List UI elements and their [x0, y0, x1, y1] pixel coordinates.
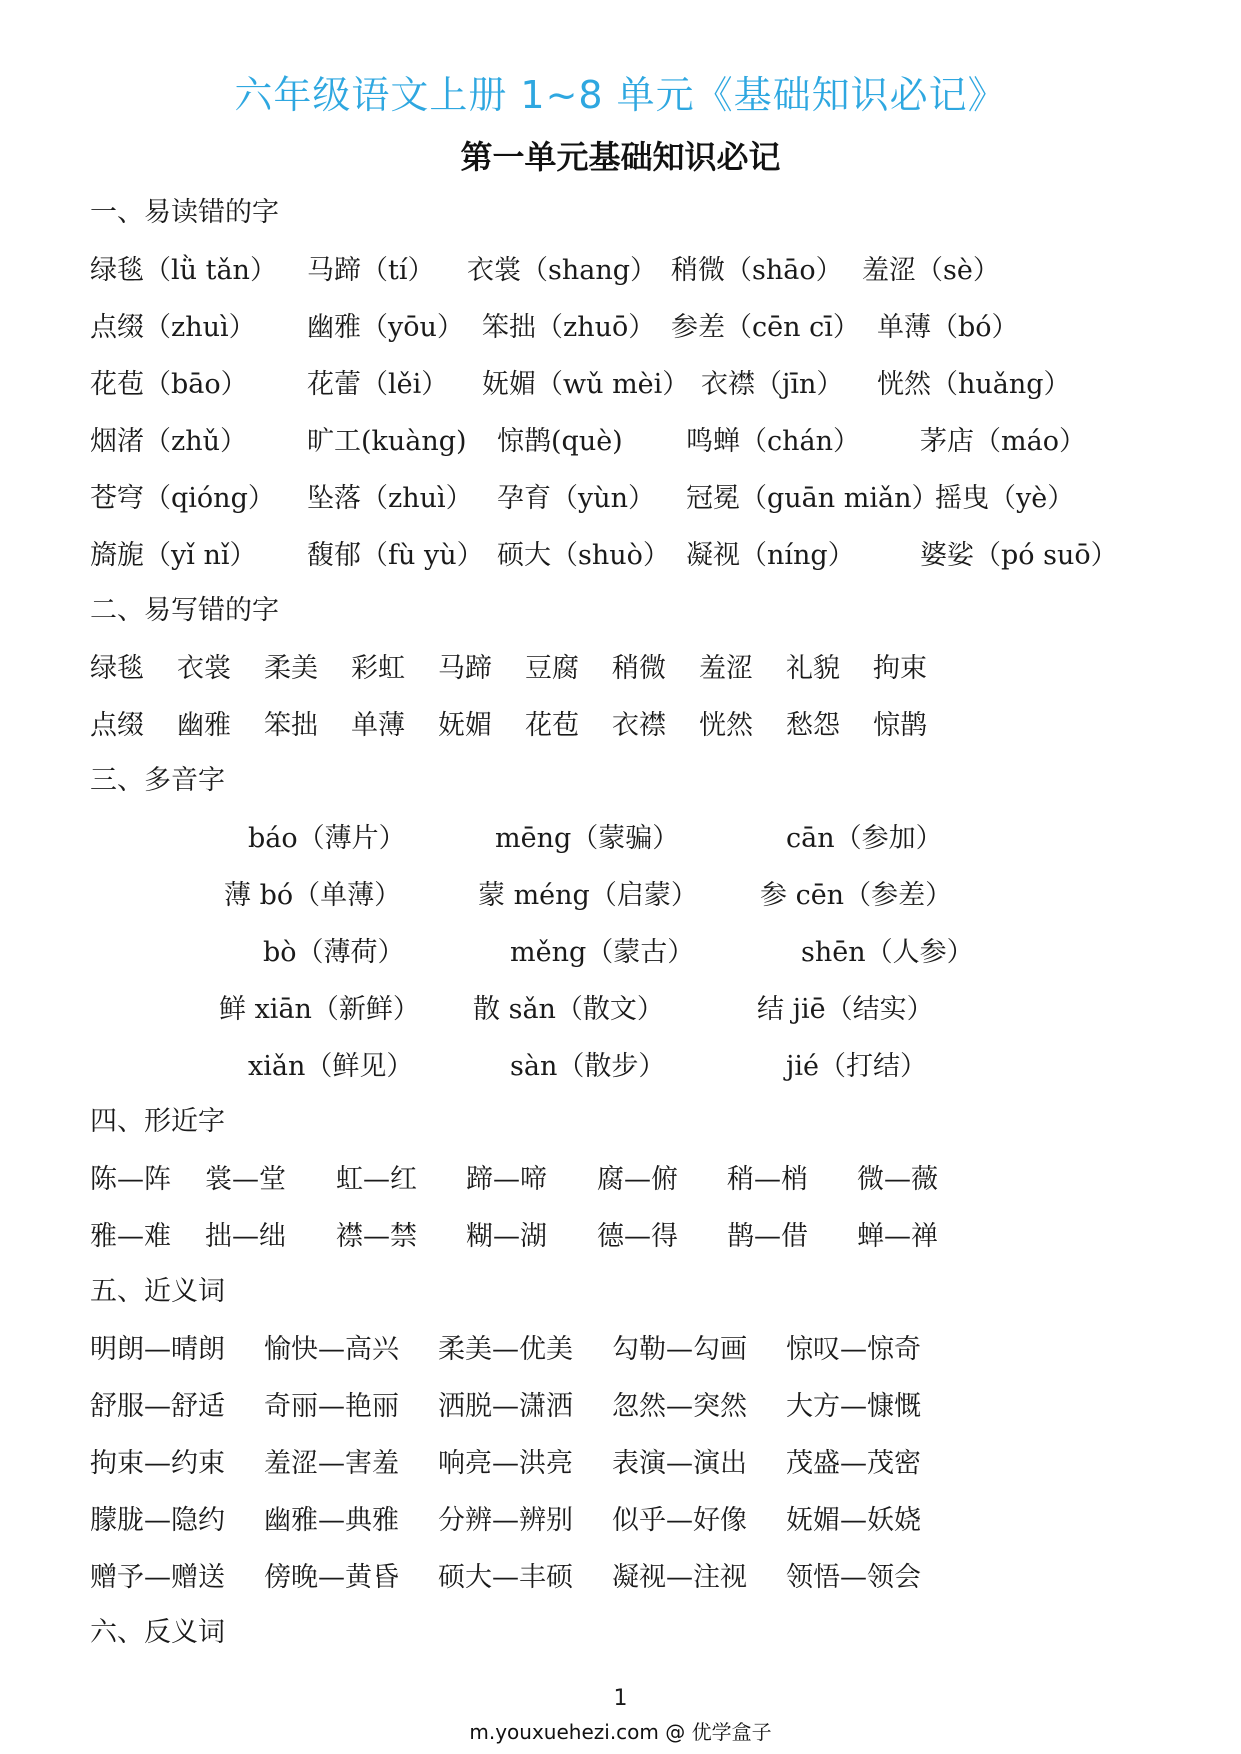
list-item: 稍微 [612, 653, 666, 684]
list-item: cān（参加） [786, 823, 943, 854]
list-item: 恍然 [699, 710, 753, 741]
list-item: 虹—红 [336, 1164, 417, 1195]
list-item: 单薄 [351, 710, 405, 741]
list-item: 花蕾（lěi） [307, 369, 449, 400]
list-item: 孕育（yùn） [497, 483, 656, 514]
list-item: 参 cēn（参差） [760, 880, 953, 911]
document-title: 六年级语文上册 1~8 单元《基础知识必记》 [234, 73, 1007, 117]
list-item: sàn（散步） [510, 1051, 666, 1082]
list-item: 陈—阵 [90, 1164, 171, 1195]
list-item: 蝉—禅 [857, 1221, 938, 1252]
list-item: 笨拙 [264, 710, 318, 741]
list-item: 舒服—舒适 [90, 1391, 225, 1422]
list-item: 腐—俯 [597, 1164, 678, 1195]
list-item: 响亮—洪亮 [438, 1448, 573, 1479]
list-item: 笨拙（zhuō） [482, 312, 656, 343]
list-item: xiǎn（鲜见） [248, 1051, 414, 1082]
list-item: měng（蒙古） [510, 937, 695, 968]
list-item: 拘束 [873, 653, 927, 684]
section-heading-antonyms: 六、反义词 [90, 1617, 225, 1648]
list-item: 坠落（zhuì） [307, 483, 473, 514]
list-item: 衣裳 [177, 653, 231, 684]
list-item: 惊鹊(què) [497, 426, 623, 457]
list-item: 愉快—高兴 [264, 1334, 399, 1365]
list-item: 大方—慷慨 [786, 1391, 921, 1422]
list-item: 忽然—突然 [612, 1391, 747, 1422]
list-item: 点缀（zhuì） [90, 312, 256, 343]
list-item: 惊鹊 [873, 710, 927, 741]
list-item: 明朗—晴朗 [90, 1334, 225, 1365]
list-item: mēng（蒙骗） [495, 823, 680, 854]
section-heading-synonyms: 五、近义词 [90, 1276, 225, 1307]
list-item: 单薄（bó） [877, 312, 1019, 343]
list-item: 花苞 [525, 710, 579, 741]
list-item: 薄 bó（单薄） [224, 880, 402, 911]
list-item: 朦胧—隐约 [90, 1505, 225, 1536]
list-item: 似乎—好像 [612, 1505, 747, 1536]
list-item: 摇曳（yè） [935, 483, 1075, 514]
list-item: 幽雅（yōu） [307, 312, 464, 343]
list-item: 绿毯 [90, 653, 144, 684]
list-item: 柔美 [264, 653, 318, 684]
list-item: 裳—堂 [205, 1164, 286, 1195]
list-item: 幽雅—典雅 [264, 1505, 399, 1536]
list-item: bò（薄荷） [263, 937, 405, 968]
list-item: 愁怨 [786, 710, 840, 741]
list-item: 礼貌 [786, 653, 840, 684]
list-item: 勾勒—勾画 [612, 1334, 747, 1365]
list-item: 洒脱—潇洒 [438, 1391, 573, 1422]
list-item: 鲜 xiān（新鲜） [219, 994, 420, 1025]
list-item: 德—得 [597, 1221, 678, 1252]
list-item: 旖旎（yǐ nǐ） [90, 540, 257, 571]
list-item: 马蹄 [438, 653, 492, 684]
list-item: 婆娑（pó suō） [920, 540, 1118, 571]
list-item: 分辨—辨别 [438, 1505, 573, 1536]
list-item: 绿毯（lǜ tǎn） [90, 255, 277, 286]
list-item: 硕大—丰硕 [438, 1562, 573, 1593]
section-heading-miswritten: 二、易写错的字 [90, 595, 279, 626]
section-heading-polyphonic: 三、多音字 [90, 765, 225, 796]
list-item: shēn（人参） [801, 937, 974, 968]
list-item: 柔美—优美 [438, 1334, 573, 1365]
list-item: 拙—绌 [205, 1221, 286, 1252]
section-heading-misread: 一、易读错的字 [90, 197, 279, 228]
list-item: báo（薄片） [248, 823, 406, 854]
list-item: 羞涩—害羞 [264, 1448, 399, 1479]
list-item: 结 jiē（结实） [757, 994, 934, 1025]
list-item: 拘束—约束 [90, 1448, 225, 1479]
list-item: 妩媚—妖娆 [786, 1505, 921, 1536]
list-item: 马蹄（tí） [307, 255, 435, 286]
list-item: 凝视（níng） [686, 540, 855, 571]
unit-subtitle: 第一单元基础知识必记 [460, 138, 781, 176]
footer-watermark: m.youxuehezi.com @ 优学盒子 [469, 1720, 772, 1744]
list-item: 微—薇 [857, 1164, 938, 1195]
list-item: 惊叹—惊奇 [786, 1334, 921, 1365]
list-item: 衣襟 [612, 710, 666, 741]
list-item: 馥郁（fù yù） [307, 540, 484, 571]
list-item: 凝视—注视 [612, 1562, 747, 1593]
list-item: 苍穹（qióng） [90, 483, 275, 514]
list-item: 参差（cēn cī） [671, 312, 860, 343]
list-item: 鹊—借 [727, 1221, 808, 1252]
list-item: 糊—湖 [466, 1221, 547, 1252]
list-item: 羞涩（sè） [862, 255, 1000, 286]
list-item: 妩媚 [438, 710, 492, 741]
list-item: 烟渚（zhǔ） [90, 426, 248, 457]
list-item: 花苞（bāo） [90, 369, 248, 400]
list-item: 幽雅 [177, 710, 231, 741]
list-item: 蒙 méng（启蒙） [478, 880, 698, 911]
list-item: 彩虹 [351, 653, 405, 684]
list-item: 雅—难 [90, 1221, 171, 1252]
list-item: 妩媚（wǔ mèi） [482, 369, 690, 400]
list-item: 散 sǎn（散文） [473, 994, 664, 1025]
section-heading-similar-shape: 四、形近字 [90, 1106, 225, 1137]
list-item: 衣襟（jīn） [701, 369, 844, 400]
list-item: 茅店（máo） [920, 426, 1086, 457]
list-item: 奇丽—艳丽 [264, 1391, 399, 1422]
list-item: 鸣蝉（chán） [686, 426, 860, 457]
list-item: 傍晚—黄昏 [264, 1562, 399, 1593]
list-item: 襟—禁 [336, 1221, 417, 1252]
list-item: 赠予—赠送 [90, 1562, 225, 1593]
list-item: 点缀 [90, 710, 144, 741]
list-item: jié（打结） [786, 1051, 927, 1082]
list-item: 恍然（huǎng） [877, 369, 1071, 400]
list-item: 豆腐 [525, 653, 579, 684]
list-item: 冠冕（guān miǎn） [686, 483, 939, 514]
list-item: 表演—演出 [612, 1448, 747, 1479]
list-item: 稍微（shāo） [671, 255, 843, 286]
list-item: 旷工(kuàng) [307, 426, 467, 457]
list-item: 蹄—啼 [466, 1164, 547, 1195]
list-item: 衣裳（shang） [467, 255, 658, 286]
list-item: 羞涩 [699, 653, 753, 684]
list-item: 稍—梢 [727, 1164, 808, 1195]
list-item: 硕大（shuò） [497, 540, 670, 571]
page-number: 1 [613, 1686, 628, 1711]
list-item: 领悟—领会 [786, 1562, 921, 1593]
list-item: 茂盛—茂密 [786, 1448, 921, 1479]
